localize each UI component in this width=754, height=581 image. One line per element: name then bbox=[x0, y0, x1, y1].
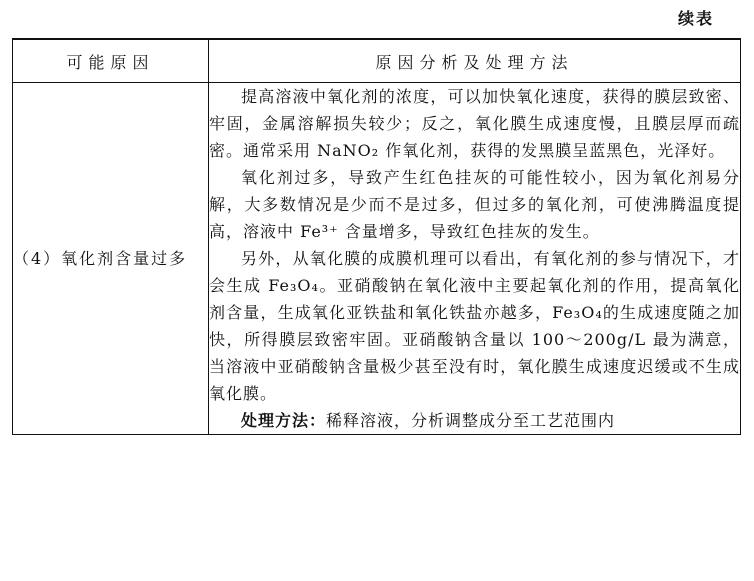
analysis-paragraph-3: 另外，从氧化膜的成膜机理可以看出，有氧化剂的参与情况下，才会生成 Fe₃O₄。亚硝酸钠在氧化液中主要起氧化剂的作用，提高氧化剂含量，生成氧化亚铁盐和氧化铁盐亦越多，Fe₃O₄的生成速度随之加快，所得膜层致密牢固。亚硝酸钠含量以 100～200g/L 最为满意，当溶液中亚硝酸钠含量极少甚至没有时，氧化膜生成速度迟缓或不生成氧化膜。 bbox=[209, 249, 740, 403]
analysis-paragraph-2: 氧化剂过多，导致产生红色挂灰的可能性较小，因为氧化剂易分解，大多数情况是少而不是过多，但过多的氧化剂，可使沸腾温度提高，溶液中 Fe³⁺ 含量增多，导致红色挂灰的发生。 bbox=[209, 168, 740, 241]
table-row bbox=[13, 83, 741, 435]
analysis-paragraph-1: 提高溶液中氧化剂的浓度，可以加快氧化速度，获得的膜层致密、牢固，金属溶解损失较少；反之，氧化膜生成速度慢，且膜层厚而疏密。通常采用 NaNO₂ 作氧化剂，获得的发黑膜呈蓝黑色，光泽好。 bbox=[209, 87, 740, 160]
table-header-row bbox=[13, 39, 741, 83]
analysis-cell bbox=[209, 83, 741, 435]
continued-table-label: 续表 bbox=[677, 9, 714, 28]
treatment-method bbox=[209, 407, 740, 434]
column-header-cause: 可能原因 bbox=[13, 39, 209, 83]
treatment-method-text: 稀释溶液，分析调整成分至工艺范围内 bbox=[326, 411, 616, 430]
cause-cell: （4）氧化剂含量过多 bbox=[13, 83, 209, 435]
treatment-method-label: 处理方法： bbox=[241, 411, 327, 430]
column-header-analysis: 原因分析及处理方法 bbox=[209, 39, 741, 83]
cause-analysis-table bbox=[12, 38, 741, 435]
